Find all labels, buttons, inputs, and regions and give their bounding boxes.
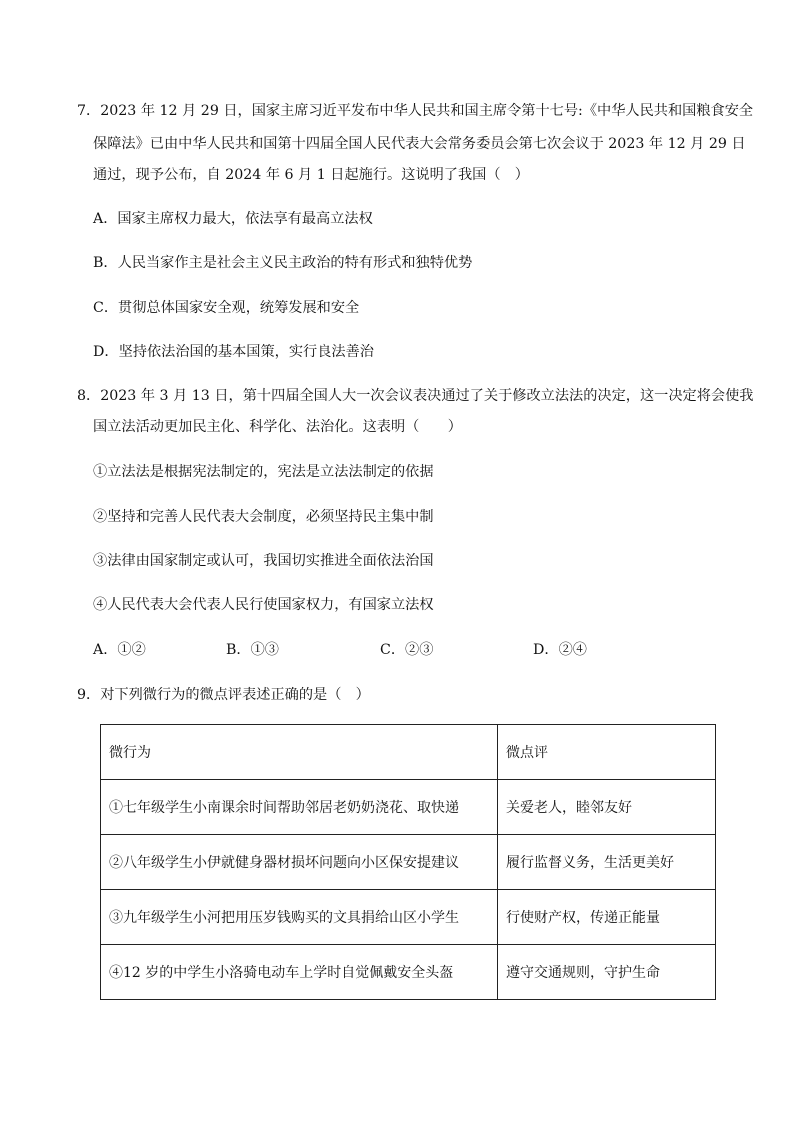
table-row (101, 780, 716, 835)
q8-statement-4: ④人民代表大会代表人民行使国家权力，有国家立法权 (93, 597, 434, 613)
q7-stem-line-1: 7．2023 年 12 月 29 日，国家主席习近平发布中华人民共和国主席令第十七号:《中华人民共和国粮食安全 (77, 103, 754, 119)
q8-choice-b: B．①③ (226, 642, 279, 658)
table-row (101, 945, 716, 1000)
q7-stem-line-2: 保障法》已由中华人民共和国第十四届全国人民代表大会常务委员会第七次会议于 2023 年 12 月 29 日 (93, 136, 746, 152)
q8-choice-a: A．①② (93, 642, 146, 658)
q8-choice-d: D．②④ (533, 642, 587, 658)
table-row (101, 890, 716, 945)
q7-option-b: B．人民当家作主是社会主义民主政治的特有形式和独特优势 (93, 255, 473, 271)
q8-statement-2: ②坚持和完善人民代表大会制度，必须坚持民主集中制 (93, 509, 434, 525)
table-cell-comment: 行使财产权，传递正能量 (498, 890, 716, 945)
q7-option-a: A．国家主席权力最大，依法享有最高立法权 (93, 211, 373, 227)
table-row (101, 835, 716, 890)
table-cell-behavior: ④12 岁的中学生小洛骑电动车上学时自觉佩戴安全头盔 (101, 945, 498, 1000)
table-cell-behavior: ①七年级学生小南课余时间帮助邻居老奶奶浇花、取快递 (101, 780, 498, 835)
q9-table (100, 724, 716, 1000)
table-cell-comment: 遵守交通规则，守护生命 (498, 945, 716, 1000)
table-cell-comment: 履行监督义务，生活更美好 (498, 835, 716, 890)
q8-stem-line-1: 8．2023 年 3 月 13 日，第十四届全国人大一次会议表决通过了关于修改立法法的决定，这一决定将会使我 (77, 388, 754, 404)
q7-option-d: D．坚持依法治国的基本国策，实行良法善治 (93, 344, 374, 360)
table-cell-behavior: ②八年级学生小伊就健身器材损坏问题向小区保安提建议 (101, 835, 498, 890)
table-header-cell: 微行为 (101, 725, 498, 780)
table-cell-comment: 关爱老人，睦邻友好 (498, 780, 716, 835)
q8-choice-c: C．②③ (380, 642, 434, 658)
q8-statement-3: ③法律由国家制定或认可，我国切实推进全面依法治国 (93, 553, 434, 569)
q7-stem-line-3: 通过，现予公布，自 2024 年 6 月 1 日起施行。这说明了我国（ ） (93, 167, 529, 183)
q8-stem-line-2: 国立法活动更加民主化、科学化、法治化。这表明（ ） (93, 419, 462, 435)
q7-option-c: C．贯彻总体国家安全观，统筹发展和安全 (93, 300, 360, 316)
table-header-cell: 微点评 (498, 725, 716, 780)
q8-statement-1: ①立法法是根据宪法制定的，宪法是立法法制定的依据 (93, 464, 434, 480)
q9-stem: 9．对下列微行为的微点评表述正确的是（ ） (77, 687, 370, 703)
table-cell-behavior: ③九年级学生小河把用压岁钱购买的文具捐给山区小学生 (101, 890, 498, 945)
table-header-row (101, 725, 716, 780)
